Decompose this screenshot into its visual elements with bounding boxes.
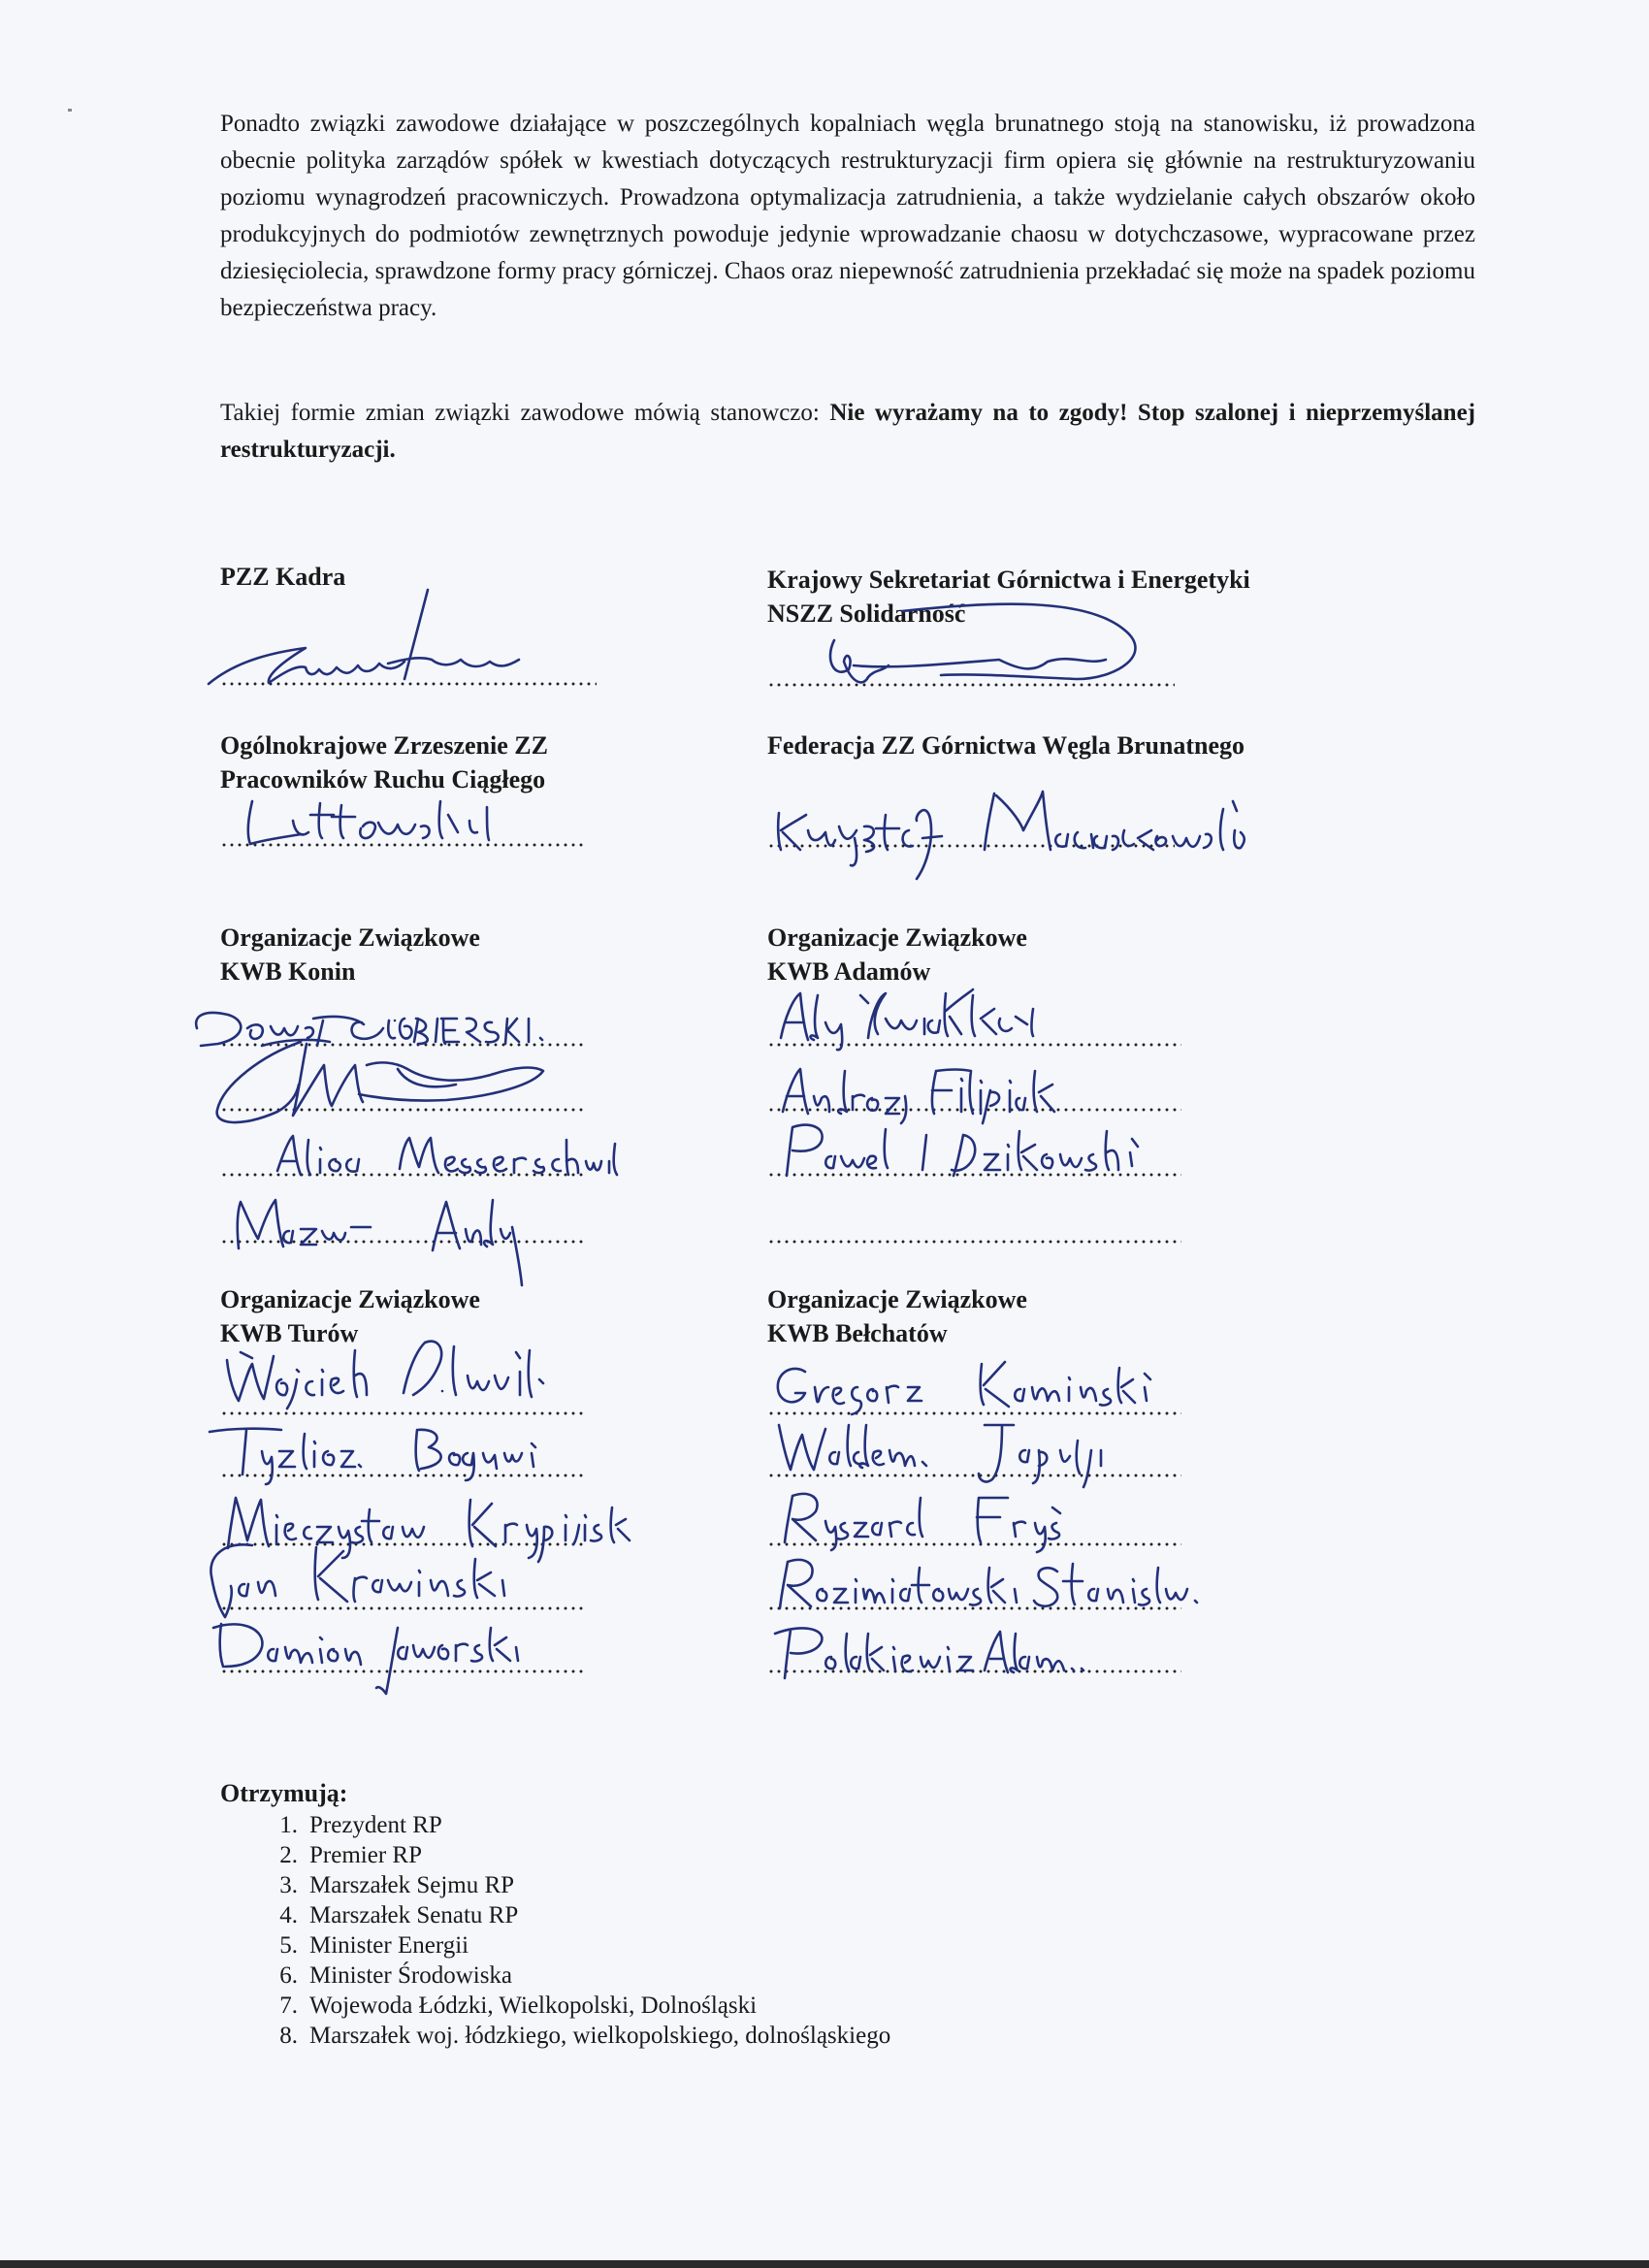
signatory-ozz-line1: Ogólnokrajowe Zrzeszenie ZZ — [220, 731, 548, 760]
signature-krajowy-sekretariat — [795, 601, 1183, 698]
scan-speck — [68, 109, 72, 112]
list-item — [279, 1960, 890, 1991]
signature-wojciech-ilnicki — [213, 1331, 621, 1418]
list-item-text: Prezydent RP — [309, 1812, 442, 1838]
recipients-section — [220, 1777, 890, 2051]
scan-bottom-edge — [0, 2260, 1649, 2268]
list-item-number: 3. — [279, 1872, 298, 1898]
list-item-text: Minister Energii — [309, 1932, 469, 1959]
paragraph-2-bold: Nie wyrażamy na to zgody! Stop szalonej i nieprzemyślanej restrukturyzacji. — [220, 400, 1475, 463]
signatory-federacja — [767, 729, 1245, 762]
list-item-number: 7. — [279, 1993, 298, 2019]
signatory-belchatow-line2: KWB Bełchatów — [767, 1319, 948, 1347]
list-item — [279, 1870, 890, 1900]
list-item-text: Marszałek woj. łódzkiego, wielkopolskiego, dolnośląskiego — [309, 2023, 891, 2049]
signatory-ksgie-line2: NSZZ Solidarność — [767, 599, 966, 628]
signature-andrzej-chwialkowski — [771, 980, 1217, 1053]
list-item-number: 6. — [279, 1962, 298, 1989]
signatory-ksgie-line1: Krajowy Sekretariat Górnictwa i Energetyki — [767, 566, 1250, 594]
list-item — [279, 1930, 890, 1960]
list-item — [279, 1900, 890, 1930]
signatory-turow-line2: KWB Turów — [220, 1319, 359, 1347]
list-item-number: 4. — [279, 1902, 298, 1928]
signature-mazur-andrzej — [219, 1179, 607, 1295]
signatory-kwb-belchatow — [767, 1282, 1027, 1350]
signature-tyszkiewicz-bogumil — [204, 1420, 650, 1488]
signatory-kwb-konin — [220, 921, 480, 988]
signature-kozimiatowski-stanislaw — [766, 1550, 1310, 1618]
signatory-adamow-line2: KWB Adamów — [767, 957, 931, 986]
recipients-list — [220, 1810, 890, 2051]
signatory-kwb-adamow — [767, 921, 1027, 988]
list-item-text: Minister Środowiska — [309, 1962, 513, 1989]
signatory-turow-line1: Organizacje Związkowe — [220, 1285, 480, 1313]
signature-waldemar-jakubik — [771, 1411, 1217, 1489]
paragraph-2 — [220, 395, 1475, 469]
signature-konin-2 — [204, 1026, 563, 1133]
list-item-text: Premier RP — [309, 1842, 422, 1868]
list-item-number: 2. — [279, 1842, 298, 1868]
signature-krzysztof-maciaszkowski — [771, 772, 1353, 869]
list-item-number: 5. — [279, 1932, 298, 1959]
signatory-konin-line2: KWB Konin — [220, 957, 356, 986]
list-item-text: Wojewoda Łódzki, Wielkopolski, Dolnośląski — [309, 1993, 758, 2019]
list-item-number: 8. — [279, 2023, 298, 2049]
paragraph-2-text: Takiej formie zmian związki zawodowe mówią stanowczo: — [220, 400, 830, 426]
signature-damian-jaworski — [204, 1610, 592, 1698]
signatory-ogolnokrajowe — [220, 729, 548, 796]
list-item-number: 1. — [279, 1812, 298, 1838]
signature-pzz-kadra — [199, 582, 529, 694]
paragraph-1: Ponadto związki zawodowe działające w poszczególnych kopalniach węgla brunatnego stoją na stanowisku, iż prowadzona obecnie polityka zarządów spółek w kwestiach dotyczących restrukturyzacji firm opiera się głównie na restrukturyzowaniu poziomu wynagrodzeń pracowniczych. Prowadzona optymalizacja zatrudnienia, a także wydzielanie całych obszarów około produkcyjnych do podmiotów zewnętrznych powoduje jedynie wprowadzanie chaosu w dotychczasowe, wypracowane przez dziesięciolecia, sprawdzone formy pracy górniczej. Chaos oraz niepewność zatrudnienia przekładać się może na spadek poziomu bezpieczeństwa pracy. — [220, 111, 1475, 321]
signatory-belchatow-line1: Organizacje Związkowe — [767, 1285, 1027, 1313]
signatory-federacja-label: Federacja ZZ Górnictwa Węgla Brunatnego — [767, 731, 1245, 760]
signatory-pzz-label: PZZ Kadra — [220, 563, 346, 591]
signature-pawel-dzikowski — [771, 1116, 1237, 1183]
signature-line — [767, 1240, 1181, 1244]
signatory-ozz-line2: Pracowników Ruchu Ciągłego — [220, 765, 546, 794]
signature-grzegorz-kaminski — [766, 1350, 1212, 1418]
signature-polakiewicz-adam — [771, 1618, 1217, 1686]
signatory-adamow-line1: Organizacje Związkowe — [767, 923, 1027, 952]
list-item — [279, 1810, 890, 1840]
list-item-text: Marszałek Sejmu RP — [309, 1872, 515, 1898]
list-item — [279, 1991, 890, 2021]
list-item — [279, 2021, 891, 2051]
signature-lutkowski — [233, 794, 504, 852]
signature-ryszard-frys — [771, 1484, 1159, 1552]
signatory-konin-line1: Organizacje Związkowe — [220, 923, 480, 952]
recipients-heading: Otrzymują: — [220, 1779, 348, 1807]
list-item — [279, 1840, 890, 1870]
list-item-text: Marszałek Senatu RP — [309, 1902, 519, 1928]
